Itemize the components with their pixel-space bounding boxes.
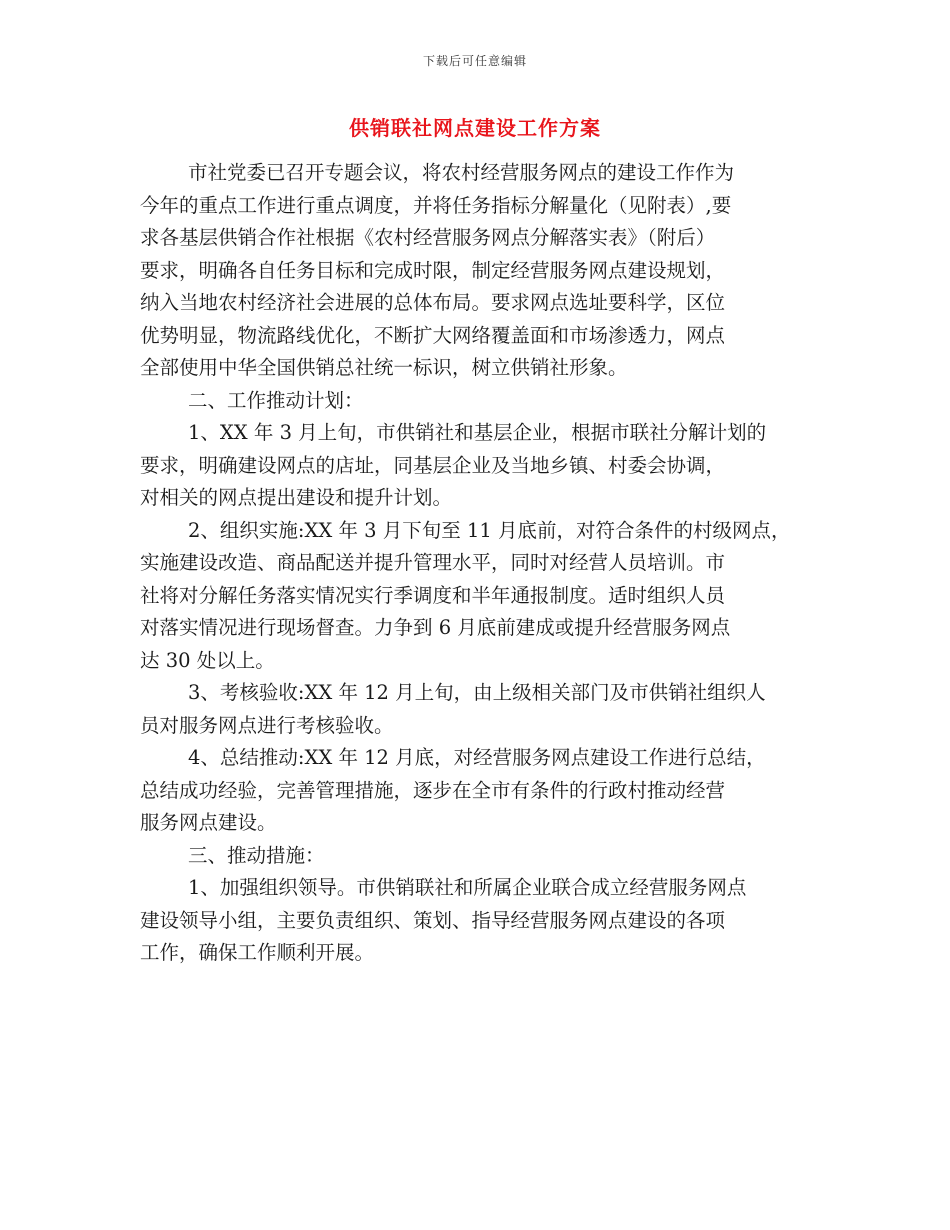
text-line: 3、考核验收:XX 年 12 月上旬，由上级相关部门及市供销社组织人 [188, 681, 766, 704]
section-heading: 三、推动措施： [188, 843, 325, 867]
text-line: 实施建设改造、商品配送并提升管理水平，同时对经营人员培训。市 [140, 551, 726, 574]
text-line: 对相关的网点提出建设和提升计划。 [140, 486, 453, 509]
text-line: 1、加强组织领导。市供销联社和所属企业联合成立经营服务网点 [188, 876, 747, 899]
text-line: 2、组织实施:XX 年 3 月下旬至 11 月底前，对符合条件的村级网点， [188, 518, 791, 542]
text-line: 1、XX 年 3 月上旬，市供销社和基层企业，根据市联社分解计划的 [188, 421, 767, 444]
text-line: 今年的重点工作进行重点调度，并将任务指标分解量化（见附表）,要 [140, 193, 732, 217]
document-body [140, 157, 820, 970]
text-line: 4、总结推动:XX 年 12 月底，对经营服务网点建设工作进行总结， [188, 746, 766, 769]
paragraph-plan-item-3 [140, 677, 820, 742]
header-note: 下载后可任意编辑 [422, 54, 527, 68]
paragraph-plan-item-1 [140, 417, 820, 515]
text-line: 建设领导小组，主要负责组织、策划、指导经营服务网点建设的各项 [140, 908, 726, 932]
paragraph-intro [140, 157, 820, 385]
document-title: 供销联社网点建设工作方案 [349, 116, 601, 140]
paragraph-plan-item-4 [140, 742, 820, 840]
paragraph-measure-item-1 [140, 872, 820, 970]
text-line: 市社党委已召开专题会议，将农村经营服务网点的建设工作作为 [188, 161, 735, 184]
text-line: 要求，明确建设网点的店址，同基层企业及当地乡镇、村委会协调， [140, 453, 726, 477]
text-line: 纳入当地农村经济社会进展的总体布局。要求网点选址要科学，区位 [140, 291, 726, 314]
text-line: 对落实情况进行现场督查。力争到 6 月底前建成或提升经营服务网点 [140, 616, 731, 639]
text-line: 工作，确保工作顺利开展。 [140, 941, 375, 964]
text-line: 优势明显，物流路线优化，不断扩大网络覆盖面和市场渗透力，网点 [140, 323, 726, 347]
section-heading: 二、工作推动计划： [188, 388, 364, 412]
text-line: 总结成功经验，完善管理措施，逐步在全市有条件的行政村推动经营 [140, 778, 726, 802]
paragraph-plan-item-2 [140, 515, 820, 678]
text-line: 服务网点建设。 [140, 811, 277, 834]
text-line: 社将对分解任务落实情况实行季调度和半年通报制度。适时组织人员 [140, 583, 726, 607]
section-heading-measures [140, 840, 820, 873]
text-line: 全部使用中华全国供销总社统一标识，树立供销社形象。 [140, 356, 628, 379]
section-heading-work-plan [140, 385, 820, 418]
text-line: 要求，明确各自任务目标和完成时限，制定经营服务网点建设规划， [140, 258, 726, 282]
text-line: 求各基层供销合作社根据《农村经营服务网点分解落实表》（附后） [140, 226, 716, 249]
text-line: 员对服务网点进行考核验收。 [140, 713, 394, 737]
text-line: 达 30 处以上。 [140, 648, 275, 672]
